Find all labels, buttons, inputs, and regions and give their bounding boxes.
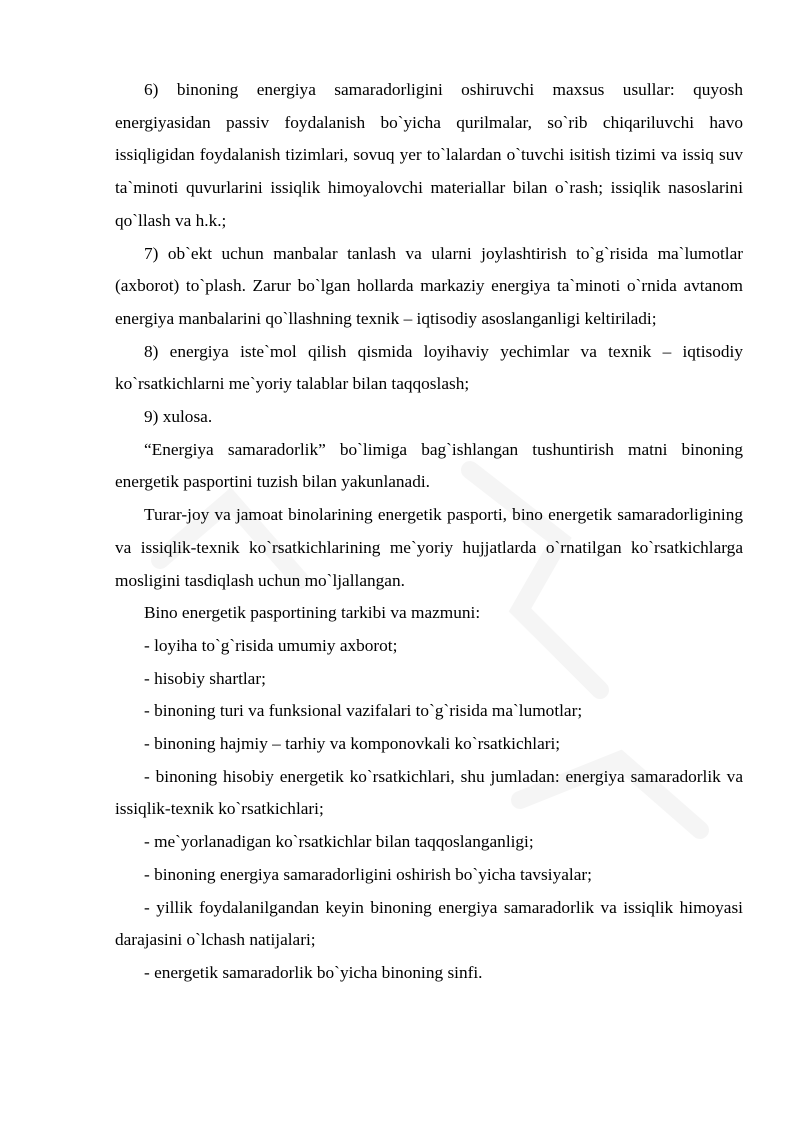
paragraph-item-8: 8) energiya iste`mol qilish qismida loyihaviy yechimlar va texnik – iqtisodiy ko`rsatkichlarni me`yoriy talablar bilan taqqoslash; — [115, 341, 743, 394]
list-item: - binoning hisobiy energetik ko`rsatkichlari, shu jumladan: energiya samaradorlik va issiqlik-texnik ko`rsatkichlari; — [115, 766, 743, 819]
list-item: - binoning turi va funksional vazifalari to`g`risida ma`lumotlar; — [144, 701, 583, 721]
paragraph-item-6: 6) binoning energiya samaradorligini oshiruvchi maxsus usullar: quyosh energiyasidan passiv foydalanish bo`yicha qurilmalar, so`rib chiqariluvchi havo issiqligidan foydalanish tizimlari, sovuq yer to`lalardan o`tuvchi isitish tizimi va issiq suv ta`minoti quvurlarini issiqlik himoyalovchi materiallar bilan o`rash; issiqlik nasoslarini qo`llash va h.k.; — [115, 80, 743, 230]
list-item: - me`yorlanadigan ko`rsatkichlar bilan taqqoslanganligi; — [144, 832, 534, 852]
list-item: - loyiha to`g`risida umumiy axborot; — [144, 635, 398, 655]
paragraph-energy-passport: Turar-joy va jamoat binolarining energetik pasporti, bino energetik samaradorligining va issiqlik-texnik ko`rsatkichlarining me`yoriy hujjatlarda o`rnatilgan ko`rsatkichlarga mosligini tasdiqlash uchun mo`ljallangan. — [115, 505, 743, 590]
list-item: - binoning hajmiy – tarhiy va komponovkali ko`rsatkichlari; — [144, 734, 561, 754]
document-body — [115, 74, 743, 990]
paragraph-energy-efficiency: “Energiya samaradorlik” bo`limiga bag`ishlangan tushuntirish matni binoning energetik pasportini tuzish bilan yakunlanadi. — [115, 439, 743, 492]
paragraph-passport-contents-heading: Bino energetik pasportining tarkibi va mazmuni: — [144, 603, 481, 623]
list-item: - yillik foydalanilgandan keyin binoning energiya samaradorlik va issiqlik himoyasi darajasini o`lchash natijalari; — [115, 897, 743, 950]
list-item: - energetik samaradorlik bo`yicha binoning sinfi. — [144, 962, 483, 982]
list-item: - hisobiy shartlar; — [144, 668, 266, 688]
paragraph-item-9: 9) xulosa. — [144, 407, 213, 427]
list-item: - binoning energiya samaradorligini oshirish bo`yicha tavsiyalar; — [144, 864, 592, 884]
paragraph-item-7: 7) ob`ekt uchun manbalar tanlash va ularni joylashtirish to`g`risida ma`lumotlar (axborot) to`plash. Zarur bo`lgan hollarda markaziy energiya ta`minoti o`rnida avtanom energiya manbalarini qo`llashning texnik – iqtisodiy asoslanganligi keltiriladi; — [115, 243, 743, 328]
